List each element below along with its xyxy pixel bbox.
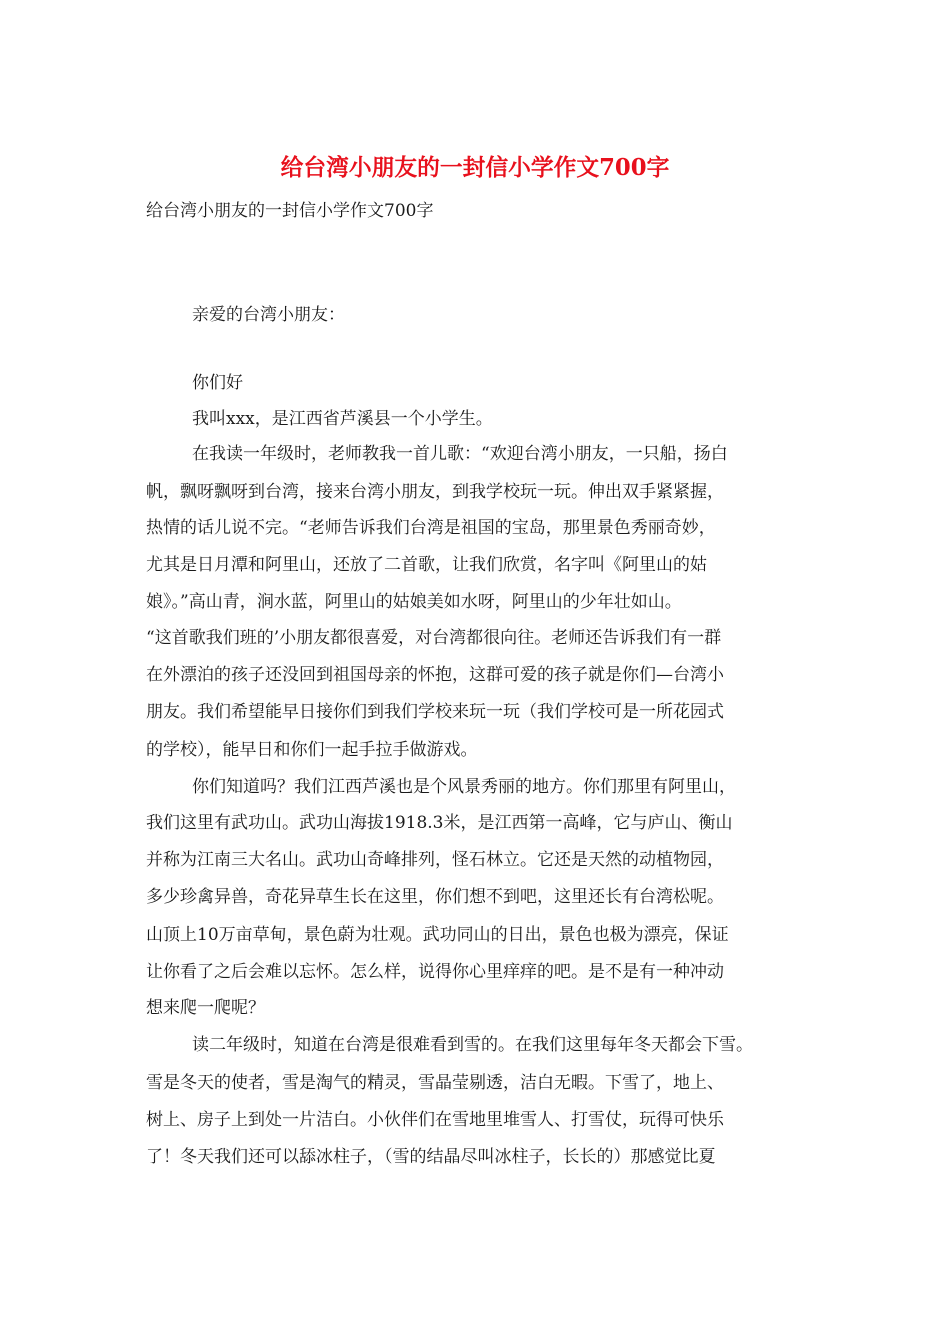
body-line: 帆，飘呀飘呀到台湾，接来台湾小朋友，到我学校玩一玩。伸出双手紧紧握， [146,482,724,502]
body-line: 了！冬天我们还可以舔冰柱子，（雪的结晶尽叫冰柱子，长长的）那感觉比夏 [146,1147,716,1167]
body-line: 娘》。”高山青，涧水蓝，阿里山的姑娘美如水呀，阿里山的少年壮如山。 [146,592,682,612]
body-line: 热情的话儿说不完。“老师告诉我们台湾是祖国的宝岛，那里景色秀丽奇妙， [146,518,716,538]
body-line: 亲爱的台湾小朋友： [192,305,345,325]
document-subtitle: 给台湾小朋友的一封信小学作文700字 [146,201,434,221]
body-line: “这首歌我们班的’小朋友都很喜爱，对台湾都很向往。老师还告诉我们有一群 [146,628,722,648]
body-line: 我们这里有武功山。武功山海拔1918.3米，是江西第一高峰，它与庐山、衡山 [146,813,733,833]
body-line: 并称为江南三大名山。武功山奇峰排列，怪石林立。它还是天然的动植物园， [146,850,724,870]
body-line: 尤其是日月潭和阿里山，还放了二首歌，让我们欣赏，名字叫《阿里山的姑 [146,555,707,575]
body-line: 让你看了之后会难以忘怀。怎么样，说得你心里痒痒的吧。是不是有一种冲动 [146,962,724,982]
body-line: 朋友。我们希望能早日接你们到我们学校来玩一玩（我们学校可是一所花园式 [146,702,724,722]
body-line: 多少珍禽异兽，奇花异草生长在这里，你们想不到吧，这里还长有台湾松呢。 [146,887,724,907]
body-line: 雪是冬天的使者，雪是淘气的精灵，雪晶莹剔透，洁白无暇。下雪了，地上、 [146,1073,724,1093]
body-line: 山顶上10万亩草甸，景色蔚为壮观。武功同山的日出，景色也极为漂亮，保证 [146,925,729,945]
document-title: 给台湾小朋友的一封信小学作文700字 [280,154,670,181]
body-line: 想来爬一爬呢？ [146,998,265,1018]
body-line: 我叫xxx，是江西省芦溪县一个小学生。 [192,409,493,429]
body-line: 你们好 [192,373,243,393]
body-line: 在我读一年级时，老师教我一首儿歌：“欢迎台湾小朋友，一只船，扬白 [192,444,728,464]
body-line: 你们知道吗？我们江西芦溪也是个风景秀丽的地方。你们那里有阿里山， [192,777,736,797]
body-line: 读二年级时，知道在台湾是很难看到雪的。在我们这里每年冬天都会下雪。 [192,1035,753,1055]
body-line: 在外漂泊的孩子还没回到祖国母亲的怀抱，这群可爱的孩子就是你们—台湾小 [146,665,724,685]
body-line: 的学校），能早日和你们一起手拉手做游戏。 [146,740,478,760]
body-line: 树上、房子上到处一片洁白。小伙伴们在雪地里堆雪人、打雪仗，玩得可快乐 [146,1110,724,1130]
